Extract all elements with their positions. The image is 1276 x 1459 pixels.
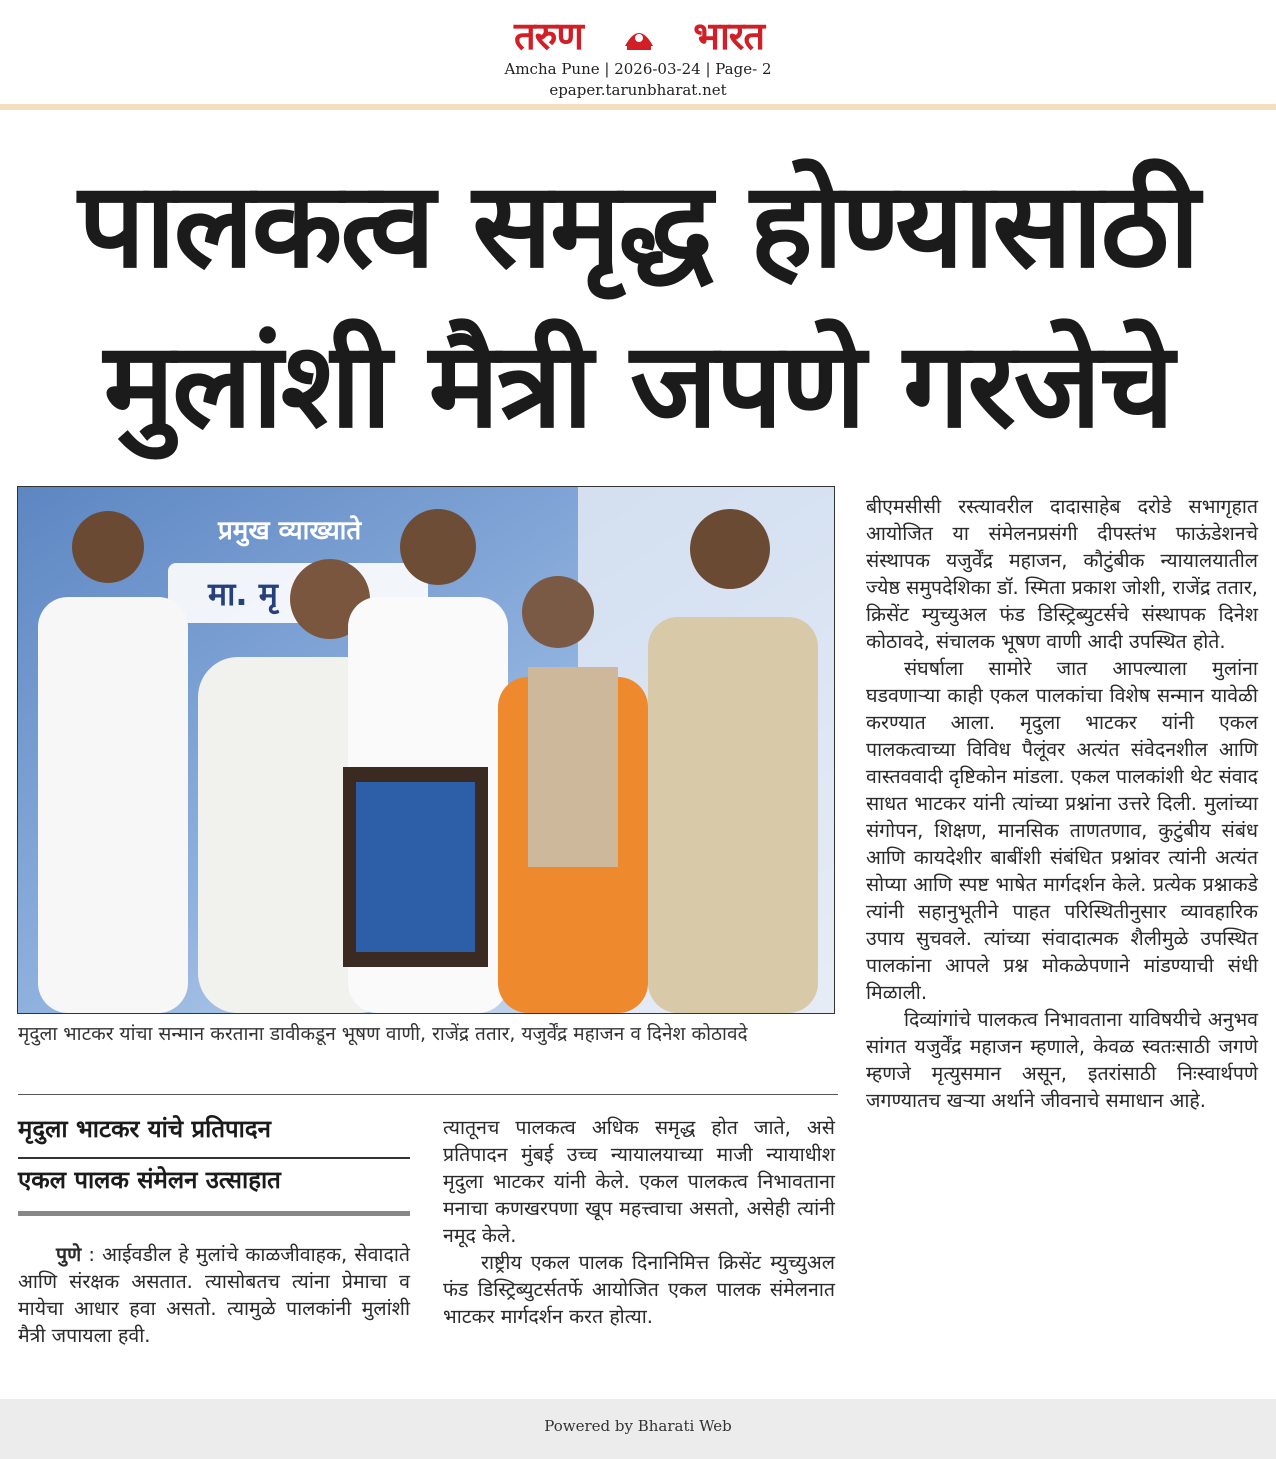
banner-text-2: मा. मृ <box>208 575 278 613</box>
edition-info: Amcha Pune | 2026-03-24 | Page- 2 <box>504 60 772 78</box>
headline-line-1: पालकत्व समृद्ध होण्यासाठी <box>78 156 1198 294</box>
paragraph: त्यातूनच पालकत्व अधिक समृद्ध होत जाते, असे प्रतिपादन मुंबई उच्च न्यायालयाच्या माजी न्यायाधीश मृदुला भाटकर यांनी केले. एकल पालकत्व निभावताना मनाचा कणखरपणा खूप महत्त्वाचा असतो, असेही त्यांनी नमूद केले. <box>443 1116 835 1247</box>
logo-text-right: भारत <box>693 14 764 58</box>
dateline: पुणे <box>56 1243 82 1266</box>
site-url[interactable]: epaper.tarunbharat.net <box>549 81 727 99</box>
powered-by-link[interactable]: Powered by Bharati Web <box>544 1417 732 1435</box>
paragraph-text: : आईवडील हे मुलांचे काळजीवाहक, सेवादाते आणि संरक्षक असतात. त्यासोबतच त्यांना प्रेमाचा व मायेचा आधार हवा असतो. त्यामुळे पालकांनी मुलांशी मैत्री जपायला हवी. <box>18 1243 410 1347</box>
caption-divider <box>18 1094 838 1095</box>
article-column-3 <box>866 493 1258 1114</box>
masthead-divider <box>0 104 1276 110</box>
subheading-1: मृदुला भाटकर यांचे प्रतिपादन <box>18 1115 271 1143</box>
paragraph <box>18 1241 410 1349</box>
paragraph: बीएमसीसी रस्त्यावरील दादासाहेब दरोडे सभागृहात आयोजित या संमेलनप्रसंगी दीपस्तंभ फाऊंडेशनचे संस्थापक यजुर्वेंद्र महाजन, कौटुंबीक न्यायालयातील ज्येष्ठ समुपदेशिका डॉ. स्मिता प्रकाश जोशी, राजेंद्र ततार, क्रिसेंट म्युच्युअल फंड डिस्ट्रिब्युटर्सचे संस्थापक दिनेश कोठावदे, संचालक भूषण वाणी आदी उपस्थित होते. <box>866 495 1258 653</box>
article-column-1 <box>18 1241 410 1349</box>
paragraph: राष्ट्रीय एकल पालक दिनानिमित्त क्रिसेंट म्युच्युअल फंड डिस्ट्रिब्युटर्सतर्फे आयोजित एकल पालक संमेलनात भाटकर मार्गदर्शन करत होत्या. <box>443 1251 835 1328</box>
article-column-2 <box>443 1114 835 1330</box>
subheading-divider-thick <box>18 1211 410 1216</box>
footer <box>0 1399 1276 1459</box>
photo-caption: मृदुला भाटकर यांचा सन्मान करताना डावीकडून भूषण वाणी, राजेंद्र ततार, यजुर्वेंद्र महाजन व दिनेश कोठावदे <box>18 1023 748 1045</box>
subheading-2: एकल पालक संमेलन उत्साहात <box>18 1166 281 1194</box>
headline-line-2: मुलांशी मैत्री जपणे गरजेचे <box>103 316 1173 454</box>
logo-text-left: तरुण <box>514 14 583 58</box>
paragraph: दिव्यांगांचे पालकत्व निभावताना याविषयीचे अनुभव सांगत यजुर्वेंद्र महाजन म्हणाले, केवळ स्वतःसाठी जगणे म्हणजे मृत्युसमान असून, इतरांसाठी निःस्वार्थपणे जगण्यातच खऱ्या अर्थाने जीवनाचे समाधान आहे. <box>866 1008 1258 1112</box>
article-photo <box>17 486 835 1014</box>
masthead <box>0 0 1276 104</box>
newspaper-logo[interactable] <box>514 14 764 58</box>
photo-illustration <box>18 487 834 1013</box>
logo-emblem-icon <box>621 20 657 54</box>
paragraph: संघर्षाला सामोरे जात आपल्याला मुलांना घडवणाऱ्या काही एकल पालकांचा विशेष सन्मान यावेळी करण्यात आला. मृदुला भाटकर यांनी एकल पालकत्वाच्या विविध पैलूंवर अत्यंत संवेदनशील आणि वास्तववादी दृष्टिकोन मांडला. एकल पालकांशी थेट संवाद साधत भाटकर यांनी त्यांच्या प्रश्नांना उत्तरे दिली. मुलांच्या संगोपन, शिक्षण, मानसिक ताणतणाव, कुटुंबीय संबंध आणि कायदेशीर बाबींशी संबंधित प्रश्नांवर त्यांनी अत्यंत सोप्या आणि स्पष्ट भाषेत मार्गदर्शन केले. प्रत्येक प्रश्नाकडे त्यांनी सहानुभूतीने पाहत परिस्थितीनुसार व्यावहारिक उपाय सुचवले. त्यांच्या संवादात्मक शैलीमुळे उपस्थित पालकांना आपले प्रश्न मोकळेपणाने मांडण्याची संधी मिळाली. <box>866 657 1258 1004</box>
subheading-divider <box>18 1157 410 1159</box>
banner-text-1: प्रमुख व्याख्याते <box>218 516 362 546</box>
